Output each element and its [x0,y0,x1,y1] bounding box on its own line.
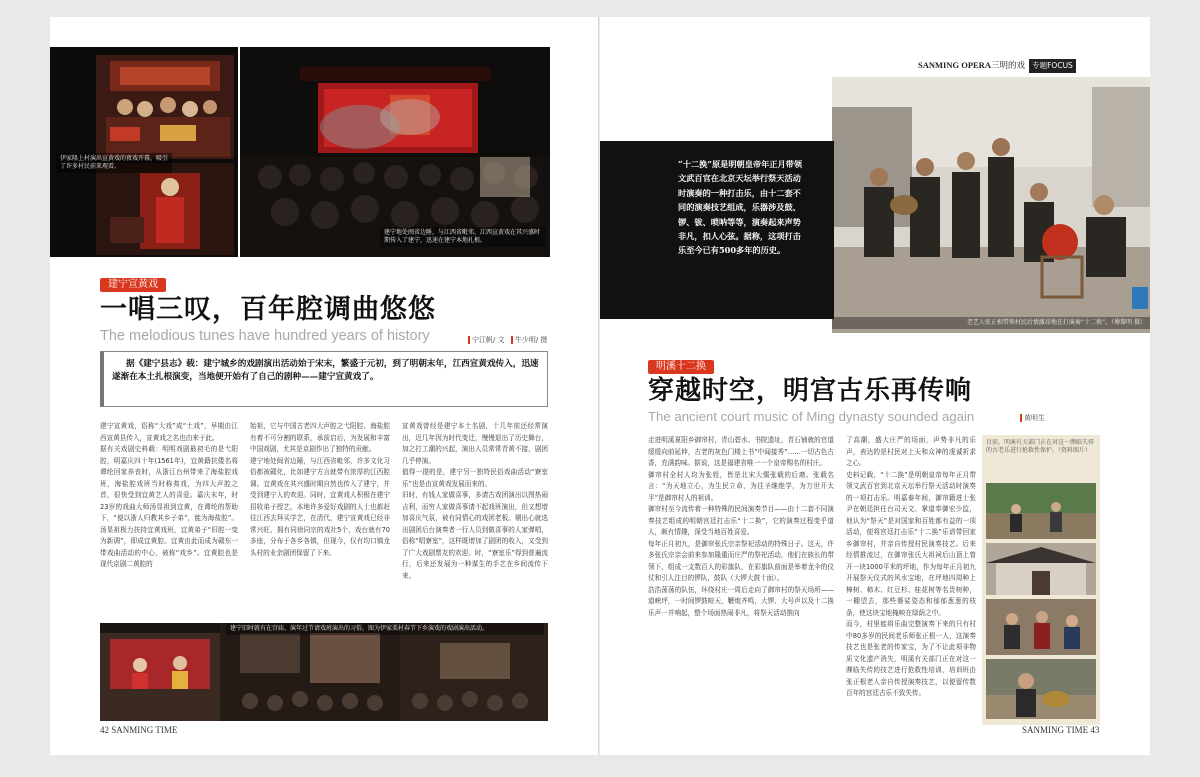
byline-photographer-role: / 摄 [535,336,548,344]
side-photo-4 [986,659,1096,719]
body-column-1: 建宁宣黄戏，俗称“大戏”或“土戏”，早期由江西宣黄县传入，宣黄戏之名也由来于此。 据有关戏剧史料载：明明戏剧最初毛的是弋阳腔，明嘉庆四十年(1561年)，宜黄籍抗倭名将谭纶回家养丧时，从浙江台州带来了海盐腔戏班，海盐腔戏班当时称弗戏，为四大声腔之首，很快受到宜黄艺人的喜爱。嘉庆末年，时23岁的戏曲大师汤显祖到宜黄，在谭纶的帮助下，“便以浙人归教其乡子弟”，能为海盐腔”。汤显祖极力扶持宜黄戏班，宜黄弟子“旧腔一变为新调”，即成宜黄腔。宜黄由此而成为赣东一带戏曲活动的中心，被称“戏乡”。宜黄腔也是现代京剧二黄腔的 [100,422,238,568]
photo-village-stage [100,623,548,721]
headline: 穿越时空，明宫古乐再传响 [648,376,973,406]
side-photo-4-image [986,659,1096,719]
stage-night-image [50,47,238,257]
photo-night-audience [240,47,550,257]
byline [1020,413,1045,423]
left-page [50,17,598,755]
byline-marker [1020,414,1022,422]
photo-stage-night [50,47,238,257]
quote-text: “十二换”原是明朝皇帝年正月带领文武百官在北京天坛举行祭天活动时演奏的一种打击乐，由十二套不同的演奏技艺组成，乐器涉及鼓、锣、钹、唢呐等等，演奏起来声势非凡，扣人心弦。据称，这项打击乐至今已有500多年的历史。 [678,159,803,256]
side-caption: 目前，明溪有关部门正在对这一濒临失传的古老乐进行抢救性保护。（资料图片） [986,439,1095,454]
body-column-2: 了高潮，盛大庄严的场面，声势非凡的乐声，表达的是村民对上天和众神的虔诚祈求之心。 史料记载，“十二换”是明朝皇帝每年正月带领文武百官到北京天坛举行祭天活动时演奏的一项打击乐。明嘉泰年间，御帘籍进士张尹在朝廷担任台司天文、掌道奉御宏少监，他认为“祭天”是对国家和百姓都有益的一项活动，便将宫廷打击乐“十二换”乐谱带回家乡御帘村，并亲自传授村民演奏技艺。后来经情推流过，在御帘张氏大祖祠后山顶上曾开一块1000平米的坪地，作为每年正月初九开展祭天仪式的风水宝地，在坪地四周种上樟树、柿木、红豆杉、桂花树等名贵树种，一棚望去，那些婆娑姿态和郁郁葱葱的枝条，使这块宝地掩映在绿荫之中。 而今，村里能将乐曲完整演奏下来的只有村中80多岁的民间老乐师张正根一人，这演奏技艺也是张老的传家宝，为了不让此项非物质文化遗产消失，明溪有关部门正在对这一濒临失传的技艺进行抢救性培训，培训班由张正根老人亲自传授演奏技艺，以便留传数百年的宫廷古乐不致失传。 [846,436,976,697]
caption-top-right: 建宁地处闽省边陲，与江西省毗邻，江西宣黄戏在其兴盛时期传入了建宁，迅速在建宁本地扎根。 [380,227,546,247]
running-head-title: 三明的戏 [990,60,1025,70]
quote-box [600,141,834,319]
body-column-1: 走进明溪夏阳乡御帘村，青山碧水、书院遗址，青石铺就的官道缓缓向前延伸，古老的灰色门楼上书“中闻接秀”……一切古色古香，充满韵味。据说，这是福建省唯一一个皇帝赐名的村庄。 御帘村全村人均为张姓，皆是北宋大儒张载的后裔。张载名言：“为天地立心，为生民立命，为往圣继绝学，为万世开太平”是御帘村人的祖训。 御帘村至今流传着一种特殊的民间演奏节目——由十二套不同演奏技艺组成的明朝宫廷打击乐“十二换”，它的演奏过程变乎道人，颇有情趣，深受当地百姓喜爱。 每年正月初九，是御帘张氏宗亲祭祀活动的特殊日子。这天，许多张氏宗亲会前来参加隆重而庄严的祭祀活动，他们在族长的带领下，组成一支数百人的彩旗队，在彩旗队前面是举着龙伞的仪仗和引人注目的锣队，鼓队（大锣大鼓十面）。 浩浩荡荡的队伍，环绕村庄一周后走向了御帘村的祭天场所——道峡坪，一时间锣鼓喧天，鞭炮齐鸣，大锣、大号声以及十二换乐声一并响起，整个场面热闹非凡，将祭天活动推向 [648,436,834,617]
lead-text: 据《建宁县志》载：建宁城乡的戏剧演出活动始于宋末，繁盛于元初，到了明朝末年，江西宣黄戏传入，迅速遂渐在本土扎根演变，当地便开始有了自己的剧种——建宁宣黄戏了。 [112,359,539,382]
page-folio-right: SANMING TIME 43 [1022,725,1100,735]
running-head [918,58,1100,72]
caption-musicians: 老艺人张正相带领村民后情激昂地在打演奏“十二换”。（傅黎明 摄） [832,317,1150,329]
byline-marker-2 [511,336,513,344]
side-photo-3-image [986,599,1096,655]
side-photo-2 [986,543,1096,595]
byline [468,335,547,345]
running-head-label: 专题FOCUS [1029,59,1076,73]
byline-author: 黄明生 [1024,414,1045,422]
headline: 一唱三叹，百年腔调曲悠悠 [100,294,436,325]
subheadline: The melodious tunes have hundred years of history [100,328,430,344]
side-photo-2-image [986,543,1096,595]
night-audience-image [240,47,550,257]
section-tag: 明溪十二换 [648,360,714,374]
village-stage-image [100,623,548,721]
musicians-image [832,77,1150,333]
right-page [600,17,1150,755]
lead-box [100,351,548,407]
caption-top-left: 伊家隆上村演出宣黄戏的夜戏开幕，吸引了许多村民前来观看。 [56,153,172,173]
page-folio-left: 42 SANMING TIME [100,725,178,735]
photo-musicians [832,77,1150,333]
body-column-2: 始祖，它与中国古老四大声腔之弋阳腔、海盐腔有着不可分割的联系，承前启后，为发展和丰富中国戏剧，尤其是京剧作出了独特的贡献。 建宁地处闽省边陲，与江西省毗邻，许多文化习俗都被赣化，比如建宁方言就带有浓厚的江西腔调。宜黄戏在其兴盛时期自然也传入了建宁，并受到建宁人的欢迎。同时，宜黄戏人积极在建宁招收弟子授艺，本地许多爱好戏剧的人士也都赶往江西去拜买学艺，在清代，建宁宣黄戏已经非常兴旺，拥有同徐同宗的戏社5个，戏台就有70多座，分布于各乡各镇，但现今，仅有均口镇龙头村的业余剧团保留了下来。 [250,422,390,557]
side-photo-1 [986,483,1096,539]
body-column-3: 宣黄戏曾经是建宁本土名剧，十几年前还经常演出，近几年因为时代变迁，慢慢退出了历史舞台，加之打工潮的兴起，演出人员常常青黄不接，剧团几乎停演。 值得一提的是，建宁另一独特民俗戏曲活动“寮室乐”也是由宣黄戏发展而来的。 旧时，有钱人家做喜事，多请古戏团演出以图热闹吉利，而穷人家做喜事请不起戏班演出，但又想增加喜庆气氛，被有同情心的戏团老板。剔出心就选出剧团后台演奏者一行人员到做喜事的人家弹唱，俗称“唱寮室”，这样既增加了剧团的收入，又受到了广大戏剧票友的欢迎。时，“寮室乐”得到普遍流行，后来还发展为一种谋生的手艺在乡间流传下来。 [402,422,548,580]
byline-photographer: 牛少明 [514,336,536,344]
side-photo-3 [986,599,1096,655]
side-photo-1-image [986,483,1096,539]
subheadline: The ancient court music of Ming dynasty sounded again [648,409,975,424]
section-tag: 建宁宣黄戏 [100,278,166,292]
side-photo-strip [982,435,1100,725]
byline-author-role: / 文 [493,336,505,344]
byline-marker [468,336,470,344]
caption-bottom: 建宁旧时就有在宫庙、演年过节请戏班演出的习俗。图为伊家栗村春节下乡演戏的戏剧演出活动。 [226,623,544,635]
byline-author: 宁江帆 [472,336,493,344]
running-head-series: SANMING OPERA [918,60,991,70]
